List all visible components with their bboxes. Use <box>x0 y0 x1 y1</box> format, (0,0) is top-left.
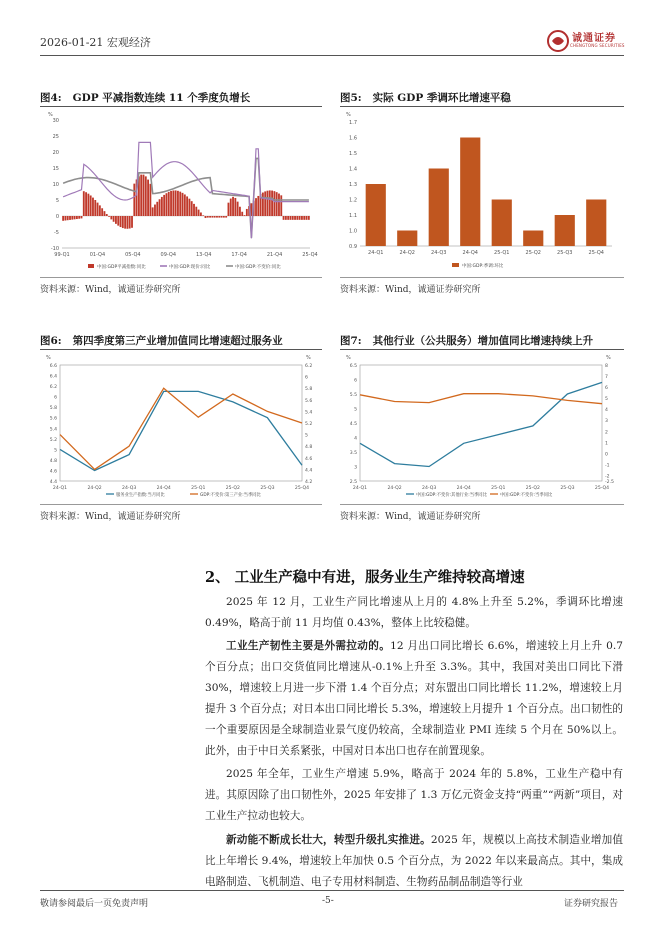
fig4-bar <box>129 216 131 229</box>
fig7-ytick-right: 7 <box>605 375 608 381</box>
fig4-bar <box>271 191 273 216</box>
fig7-ytick-right: -1 <box>605 463 610 469</box>
fig7-legend-label: 中国:GDP:不变价:当季同比 <box>500 493 553 498</box>
fig5-xtick: 24-Q4 <box>462 250 478 256</box>
fig6-title <box>40 333 283 348</box>
fig4-bar <box>170 191 172 216</box>
fig4-bar <box>283 216 285 220</box>
fig4-bar <box>200 212 202 216</box>
fig4-bar <box>101 208 103 216</box>
fig4-bar <box>290 216 292 220</box>
fig7-legend-label: 中国:GDP:不变价:其他行业:当季同比 <box>416 493 487 498</box>
fig4-bar <box>287 216 289 220</box>
fig4-ytick: 5 <box>55 198 59 204</box>
fig7-ytick-left: 5 <box>354 407 357 413</box>
fig5-bar <box>366 184 386 246</box>
fig4-bar <box>179 192 181 216</box>
fig7-title-rule <box>340 349 624 350</box>
fig7-ytick-right: -2 <box>605 474 610 480</box>
fig5-ytick: 1.2 <box>349 197 357 204</box>
fig5-text: 实际 GDP 季调环比增速平稳 <box>372 92 511 104</box>
fig5-num: 图5: <box>340 92 362 104</box>
fig4-title <box>40 90 250 105</box>
fig4-bar <box>273 191 275 216</box>
header-date-title: 2026-01-21 宏观经济 <box>40 36 151 49</box>
fig6-ytick-left: 6.2 <box>49 385 57 391</box>
fig6-ytick-left: 5.2 <box>49 437 57 443</box>
fig4-line-nominal <box>63 142 309 238</box>
fig4-bar <box>184 194 186 216</box>
fig4-bar <box>228 203 230 216</box>
fig7-source: 资料来源：Wind，诚通证券研究所 <box>340 512 481 522</box>
fig4-bar <box>205 216 207 218</box>
fig5-ytick: 1.1 <box>349 213 357 219</box>
fig6-unit-right: % <box>306 355 311 361</box>
fig4-bar <box>211 216 213 218</box>
fig5-bar <box>460 138 480 247</box>
fig7-ytick-left: 4 <box>354 436 357 442</box>
fig4-bar <box>154 205 156 216</box>
footer-page-number: -5- <box>322 896 334 906</box>
fig7-ytick-right: 5 <box>605 397 608 403</box>
fig4-bar <box>239 207 241 216</box>
fig6-bottom-rule <box>40 504 322 505</box>
fig6-ytick-right: 4.4 <box>305 468 313 474</box>
fig5-xtick: 24-Q3 <box>431 250 447 256</box>
fig4-bar <box>133 184 135 216</box>
fig4-bar <box>209 216 211 218</box>
fig6-source: 资料来源：Wind，诚通证券研究所 <box>40 512 181 522</box>
fig7-title <box>340 333 593 348</box>
fig4-bar <box>182 193 184 216</box>
p1-text: 2025 年 12 月，工业生产同比增速从上月的 4.8%上升至 5.2%，季调环比增速 0.49%，略高于前 11 月均值 0.43%，整体上比较稳健。 <box>205 596 623 629</box>
fig4-legend-label: 中国:GDP:不变价:同比 <box>235 265 281 270</box>
fig4-bar <box>106 214 108 216</box>
paragraph-1 <box>205 592 623 634</box>
fig6-ytick-right: 4.8 <box>305 445 313 451</box>
fig4-xtick: 99-Q1 <box>54 252 70 258</box>
fig4-bar <box>172 190 174 216</box>
logo-name: 诚通证券 <box>572 33 616 44</box>
fig4-bar <box>276 192 278 216</box>
fig5-chart <box>340 108 624 276</box>
fig4-bar <box>124 216 126 229</box>
footer-disclaimer: 敬请参阅最后一页免责声明 <box>40 899 149 909</box>
paragraph-4 <box>205 830 623 893</box>
fig4-bar <box>255 198 257 216</box>
paragraph-3 <box>205 764 623 827</box>
fig4-bar <box>62 216 64 221</box>
fig4-bar <box>71 216 73 220</box>
fig7-xtick: 24-Q4 <box>456 486 471 491</box>
fig5-source: 资料来源：Wind，诚通证券研究所 <box>340 285 481 295</box>
fig4-bar <box>303 216 305 220</box>
fig4-bar <box>161 197 163 216</box>
fig4-bar <box>218 216 220 218</box>
fig7-ytick-left: 3 <box>354 465 357 471</box>
fig4-xtick: 25-Q4 <box>302 252 318 258</box>
fig5-ytick: 0.9 <box>349 244 357 250</box>
fig6-legend-label: GDP:不变价:第三产业:当季同比 <box>200 493 261 498</box>
fig4-bar <box>177 191 179 216</box>
fig4-xtick: 01-Q4 <box>89 252 106 258</box>
fig7-xtick: 24-Q3 <box>422 486 437 491</box>
fig6-ytick-right: 6 <box>305 375 308 381</box>
fig5-title-rule <box>340 106 624 107</box>
fig4-bar <box>168 192 170 216</box>
fig4-bar <box>85 192 87 216</box>
fig4-bar <box>301 216 303 220</box>
fig4-bar <box>267 191 269 216</box>
fig6-ytick-left: 6.4 <box>49 374 57 380</box>
footer-rule <box>40 890 624 891</box>
fig4-bar <box>126 216 128 229</box>
fig7-unit-left: % <box>346 355 351 361</box>
fig4-bar <box>306 216 308 220</box>
fig4-bar <box>143 175 145 216</box>
fig4-bar <box>241 212 243 216</box>
fig6-ytick-left: 4.8 <box>49 458 57 464</box>
p2-lead: 工业生产韧性主要是外需拉动的。 <box>226 640 391 652</box>
fig5-xtick: 25-Q3 <box>557 250 573 256</box>
fig6-ytick-left: 6.6 <box>49 364 57 369</box>
fig4-bar <box>99 205 101 216</box>
fig6-ytick-left: 5 <box>54 448 57 454</box>
fig4-unit: % <box>48 112 53 118</box>
fig7-ytick-left: 3.5 <box>349 451 357 456</box>
fig6-chart <box>40 351 322 503</box>
p4-text: 2025 年，规模以上高技术制造业增加值比上年增长 9.4%，增速较上年加快 0.5 个百分点，为 2022 年以来最高点。其中，集成电路制造、飞机制造、电子专用材料制造、生物药品制品制造等行业 <box>205 834 623 888</box>
fig4-legend-label: 中国:GDP平减指数:同比 <box>97 265 146 270</box>
fig7-xtick: 25-Q3 <box>560 486 575 491</box>
fig4-bar <box>188 199 190 216</box>
fig5-legend-label: 中国:GDP:季调:环比 <box>462 264 504 269</box>
fig6-ytick-right: 6.2 <box>305 364 313 369</box>
fig4-bar <box>232 197 234 216</box>
fig5-ytick: 1.6 <box>349 135 357 142</box>
fig4-bar <box>90 195 92 216</box>
fig6-xtick: 24-Q4 <box>156 486 171 491</box>
fig6-ytick-right: 5.2 <box>305 422 313 427</box>
fig4-xtick: 05-Q4 <box>125 252 141 258</box>
fig5-bar <box>429 169 449 247</box>
fig4-bar <box>186 196 188 216</box>
fig6-xtick: 24-Q2 <box>87 486 102 491</box>
fig4-bar <box>223 216 225 218</box>
fig4-bar <box>221 216 223 218</box>
fig4-source: 资料来源：Wind，诚通证券研究所 <box>40 285 181 295</box>
fig7-xtick: 24-Q1 <box>352 486 368 491</box>
fig7-xtick: 24-Q2 <box>387 486 402 491</box>
p4-lead: 新动能不断成长壮大，转型升级扎实推进。 <box>226 834 431 846</box>
fig6-xtick: 25-Q2 <box>225 486 240 491</box>
fig4-ytick: 20 <box>52 150 59 156</box>
fig4-bar <box>294 216 296 220</box>
fig4-bar <box>278 194 280 216</box>
fig5-ytick: 1.0 <box>349 228 357 235</box>
fig4-bar <box>156 202 158 216</box>
fig6-legend-label: 服务业生产指数:当月同比 <box>116 493 165 498</box>
p2-text: 12 月出口同比增长 6.6%，增速较上月上升 0.7 个百分点；出口交货值同比增速从-0.1%上升至 3.3%。其中，我国对美出口同比下滑 30%，增速较上月进一步下滑 1.4 个百分点；对东盟出口同比增长 11.2%，增速较上月提升 3 个百分点；对日本出口同比增长 5.3%，增速较上月提升 1 个百分点。出口韧性的一个重要原因是全球制造业景气度仍较高，全球制造业 PMI 连续 5 个月在 50%以上。此外，由于中日关系紧张，中国对日本出口也存在前置现象。 <box>205 640 624 757</box>
fig5-ytick: 1.3 <box>349 182 357 188</box>
fig4-text: GDP 平减指数连续 11 个季度负增长 <box>72 92 251 104</box>
fig7-chart <box>340 351 624 503</box>
fig4-bar <box>108 216 110 217</box>
fig4-bar <box>131 216 133 228</box>
fig6-ytick-right: 4.2 <box>305 480 313 485</box>
fig6-unit-left: % <box>46 355 51 361</box>
fig6-xtick: 25-Q3 <box>260 486 275 491</box>
fig4-bar <box>296 216 298 220</box>
fig6-xtick: 24-Q3 <box>122 486 137 491</box>
fig5-ytick: 1.5 <box>349 151 357 157</box>
p3-text: 2025 年全年，工业生产增速 5.9%，略高于 2024 年的 5.8%，工业生产稳中有进。其原因除了出口韧性外，2025 年安排了 1.3 万亿元资金支持“两重”“两新”项目，对工业生产拉动也较大。 <box>205 768 623 822</box>
fig7-ytick-left: 4.5 <box>349 422 357 427</box>
fig4-bar <box>244 215 246 216</box>
fig7-ytick-left: 2.5 <box>349 480 357 485</box>
fig7-text: 其他行业（公共服务）增加值同比增速持续上升 <box>372 335 594 347</box>
fig4-bar <box>191 201 193 216</box>
fig4-legend-label: 中国:GDP:现价:同比 <box>169 265 211 270</box>
fig6-ytick-left: 5.4 <box>49 427 57 433</box>
fig4-bar <box>113 216 115 222</box>
fig4-bar <box>152 207 154 216</box>
fig4-bar <box>83 191 85 216</box>
fig5-title <box>340 90 511 105</box>
section-title: 2、 工业生产稳中有进，服务业生产维持较高增速 <box>205 569 525 586</box>
fig4-xtick: 09-Q4 <box>160 252 177 258</box>
fig5-ytick: 1.4 <box>349 166 357 173</box>
fig5-xtick: 25-Q2 <box>525 250 541 256</box>
fig4-num: 图4: <box>40 92 62 104</box>
fig4-bar <box>69 216 71 220</box>
fig4-bar <box>214 216 216 218</box>
fig4-bar <box>292 216 294 220</box>
fig4-bar <box>140 175 142 216</box>
fig4-bar <box>207 216 209 218</box>
fig5-bar <box>492 200 512 247</box>
header-rule <box>40 55 624 56</box>
fig4-ytick: 10 <box>52 182 59 188</box>
fig4-bar <box>264 191 266 216</box>
fig4-bar <box>175 190 177 216</box>
fig4-bar <box>87 194 89 216</box>
fig6-ytick-left: 4.4 <box>49 480 57 485</box>
fig6-xtick: 25-Q4 <box>294 486 310 491</box>
fig4-bar <box>110 216 112 219</box>
fig4-bar <box>97 203 99 216</box>
fig4-xtick: 21-Q4 <box>266 252 283 258</box>
fig4-bar <box>64 216 66 221</box>
fig6-text: 第四季度第三产业增加值同比增速超过服务业 <box>72 335 283 347</box>
fig6-ytick-right: 4.6 <box>305 456 313 462</box>
footer-report-type: 证券研究报告 <box>564 899 619 909</box>
fig4-ytick: -10 <box>50 246 59 252</box>
fig7-num: 图7: <box>340 335 362 347</box>
fig4-bar <box>234 198 236 216</box>
fig4-bar <box>257 196 259 216</box>
fig7-ytick-right: 8 <box>605 364 608 369</box>
fig7-ytick-left: 5.5 <box>349 393 357 398</box>
fig4-bar <box>76 216 78 219</box>
fig6-ytick-left: 5.8 <box>49 406 57 412</box>
fig5-bar <box>397 231 417 247</box>
fig4-bar <box>67 216 69 220</box>
fig4-bar <box>285 216 287 220</box>
fig4-bottom-rule <box>40 277 322 278</box>
fig4-bar <box>166 193 168 216</box>
fig4-ytick: 25 <box>52 134 59 140</box>
fig5-xtick: 25-Q1 <box>494 250 510 256</box>
fig7-xtick: 25-Q1 <box>491 486 506 491</box>
fig4-bar <box>262 193 264 216</box>
fig4-bar <box>308 216 310 220</box>
fig4-bar <box>81 216 83 218</box>
fig7-xtick: 25-Q4 <box>594 486 610 491</box>
fig4-legend-swatch <box>88 264 94 268</box>
fig4-ytick: 15 <box>52 166 59 172</box>
fig7-xtick: 25-Q2 <box>525 486 540 491</box>
fig4-bar <box>145 176 147 216</box>
fig6-num: 图6: <box>40 335 62 347</box>
fig4-bar <box>195 207 197 216</box>
fig7-unit-right: % <box>606 355 611 361</box>
fig4-bar <box>225 216 227 218</box>
fig5-xtick: 24-Q2 <box>399 250 415 256</box>
fig4-bar <box>74 216 76 219</box>
fig4-bar <box>269 190 271 216</box>
fig7-ytick-right: 3 <box>605 419 608 425</box>
fig7-series-line <box>360 382 602 466</box>
fig7-ytick-right: 1 <box>605 441 608 447</box>
fig6-ytick-right: 5 <box>305 433 308 439</box>
fig5-legend-swatch <box>452 263 459 267</box>
fig4-bar <box>104 211 106 216</box>
fig4-chart <box>40 108 322 276</box>
fig6-series-line <box>60 388 302 469</box>
fig6-xtick: 24-Q1 <box>52 486 68 491</box>
fig7-ytick-left: 6 <box>354 378 357 384</box>
paragraph-2 <box>205 636 623 762</box>
fig6-ytick-left: 6 <box>54 395 57 401</box>
fig4-bar <box>198 210 200 216</box>
fig5-xtick: 25-Q4 <box>588 250 604 256</box>
fig4-bar <box>299 216 301 220</box>
fig6-plot-frame <box>60 365 302 481</box>
fig4-bar <box>117 216 119 226</box>
fig4-bar <box>159 199 161 216</box>
fig4-line-real <box>63 158 309 237</box>
fig7-ytick-left: 6.5 <box>349 364 357 369</box>
fig6-ytick-left: 4.6 <box>49 469 57 475</box>
fig4-bar <box>230 199 232 216</box>
fig5-bar <box>586 200 606 247</box>
fig5-bar <box>555 215 575 246</box>
fig6-ytick-left: 5.6 <box>49 416 57 422</box>
fig7-ytick-right: 4 <box>605 408 608 414</box>
fig4-ytick: 30 <box>52 118 59 124</box>
fig5-unit: % <box>346 112 351 118</box>
fig4-bar <box>246 209 248 216</box>
fig7-bottom-rule <box>340 504 624 505</box>
fig6-ytick-right: 5.4 <box>305 410 313 416</box>
fig4-ytick: 0 <box>55 214 59 220</box>
fig4-xtick: 17-Q4 <box>231 252 247 258</box>
fig7-ytick-right: 6 <box>605 386 608 392</box>
fig4-title-rule <box>40 106 322 107</box>
fig4-bar <box>78 216 80 219</box>
fig5-xtick: 24-Q1 <box>368 250 384 256</box>
fig6-ytick-right: 5.8 <box>305 387 313 393</box>
fig4-bar <box>237 202 239 216</box>
fig4-ytick: -5 <box>54 230 59 236</box>
fig4-bar <box>193 204 195 216</box>
fig6-ytick-right: 5.6 <box>305 398 313 404</box>
fig4-xtick: 13-Q4 <box>195 252 212 258</box>
fig4-bar <box>202 215 204 216</box>
fig6-xtick: 25-Q1 <box>191 486 206 491</box>
fig4-bar <box>92 198 94 216</box>
fig4-bar <box>147 180 149 216</box>
fig4-bar <box>149 184 151 216</box>
fig4-bar <box>163 195 165 216</box>
fig4-bar <box>120 216 122 227</box>
fig5-bar <box>523 231 543 247</box>
fig5-ytick: 1.7 <box>349 120 357 126</box>
fig4-bar <box>122 216 124 228</box>
fig7-ytick-right: -2.5 <box>605 480 614 485</box>
logo-en: CHENGTONG SECURITIES <box>570 43 625 48</box>
fig5-bottom-rule <box>340 277 624 278</box>
fig7-ytick-right: 2 <box>605 430 608 436</box>
fig4-bar <box>94 200 96 216</box>
fig4-bar <box>280 195 282 216</box>
fig7-ytick-right: 0 <box>605 452 608 458</box>
fig6-title-rule <box>40 349 322 350</box>
fig4-bar <box>216 216 218 218</box>
fig4-bar <box>115 216 117 224</box>
